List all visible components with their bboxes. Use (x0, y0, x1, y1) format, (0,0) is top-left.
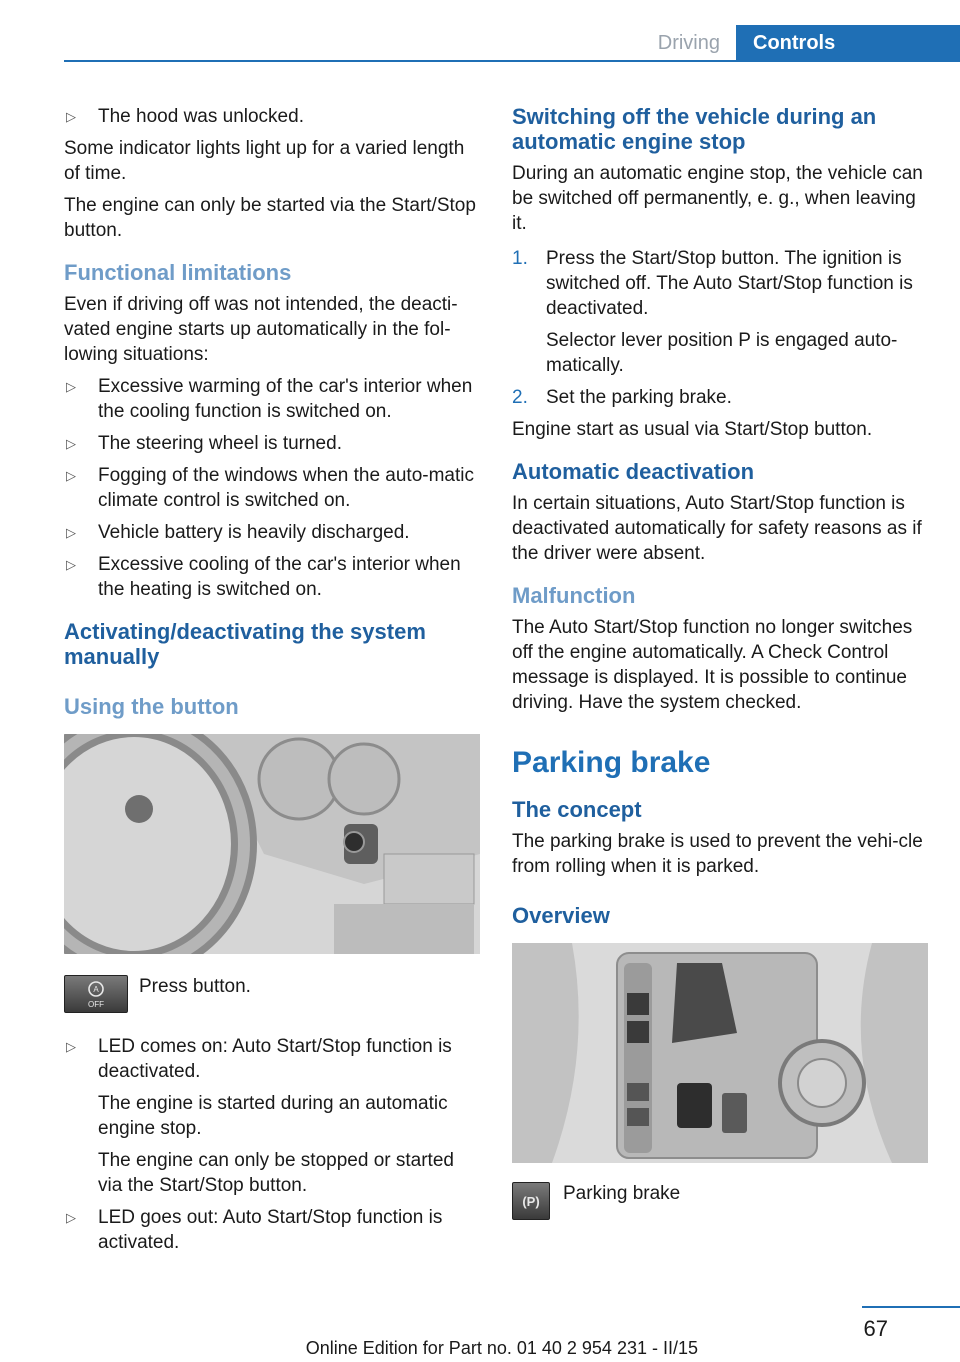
off-label: OFF (88, 1000, 104, 1009)
step-number: 1. (512, 248, 528, 269)
list-item (64, 1034, 482, 1198)
step-sub: Selector lever position P is engaged auto‐matically. (546, 330, 898, 376)
led-on-text: ▷ LED comes on: Auto Start/Stop function is deactivated. (98, 1036, 452, 1082)
press-button-label: Press button. (139, 976, 251, 997)
paragraph: In certain situations, Auto Start/Stop function is deactivated automatically for safety reasons as if the driver were absent. (512, 493, 922, 564)
step-text: Press the Start/Stop button. The ignition is switched off. The Auto Start/Stop function is deactivated. (546, 248, 913, 319)
cockpit-illustration (64, 734, 480, 954)
console-image (512, 943, 928, 1163)
heading-automatic-deactivation: Automatic deactivation (512, 459, 755, 484)
parking-brake-label: Parking brake (563, 1183, 681, 1204)
heading-functional-limitations: Functional limitations (64, 260, 292, 285)
paragraph: The engine can only be started via the Start/Stop button. (64, 195, 476, 241)
list-item: ▷ Fogging of the windows when the auto‐matic climate control is switched on. (64, 463, 482, 513)
svg-text:A: A (93, 985, 99, 994)
step-text: Set the parking brake. (546, 387, 732, 408)
list-item (512, 246, 930, 378)
footer-rule (862, 1306, 960, 1308)
parking-brake-icon (512, 1182, 550, 1220)
led-list (64, 1034, 482, 1255)
parking-brake-symbol (513, 1183, 549, 1219)
list-item: ▷ The steering wheel is turned. (64, 431, 482, 456)
heading-using-button: Using the button (64, 694, 239, 719)
paragraph: During an automatic engine stop, the vehicle can be switched off permanently, e. g., when leaving it. (512, 163, 923, 234)
auto-start-stop-symbol (65, 976, 127, 1012)
list-item (512, 385, 930, 410)
heading-activating-manually: Activating/deactivating the system manually (64, 619, 426, 669)
top-bullet-list (64, 104, 482, 129)
right-column (512, 104, 930, 1241)
steps-list (512, 246, 930, 410)
parking-brake-row (512, 1181, 930, 1229)
left-column (64, 104, 482, 1262)
paragraph: The Auto Start/Stop function no longer switches off the engine automatically. A Check Control message is displayed. It is possible to continue driving. Have the system checked. (512, 617, 913, 713)
list-item: ▷ Excessive warming of the car's interior when the cooling function is switched on. (64, 374, 482, 424)
parking-symbol-text: (P) (522, 1194, 540, 1209)
auto-start-stop-button-icon (64, 975, 128, 1013)
heading-the-concept: The concept (512, 797, 642, 822)
led-on-sub-2: The engine can only be stopped or started via the Start/Stop button. (98, 1150, 454, 1196)
heading-switching-off: Switching off the vehicle during an automatic engine stop (512, 104, 877, 154)
header-section: Driving (657, 32, 720, 54)
press-button-row (64, 974, 482, 1022)
header-chapter-tab: Controls (736, 25, 960, 61)
parking-brake-illustration (512, 943, 928, 1163)
paragraph: Engine start as usual via Start/Stop button. (512, 419, 873, 440)
list-item: ▷ The hood was unlocked. (64, 104, 482, 129)
list-item: ▷ Excessive cooling of the car's interior when the heating is switched on. (64, 552, 482, 602)
limitations-list (64, 374, 482, 602)
page-number: 67 (863, 1316, 888, 1341)
list-item: ▷ Vehicle battery is heavily discharged. (64, 520, 482, 545)
step-number: 2. (512, 387, 528, 408)
heading-overview: Overview (512, 903, 610, 928)
paragraph: Some indicator lights light up for a varied length of time. (64, 138, 465, 184)
paragraph: Even if driving off was not intended, the deacti‐vated engine starts up automatically in the fol‐lowing situations: (64, 294, 458, 365)
list-item: ▷ LED goes out: Auto Start/Stop function is activated. (64, 1205, 482, 1255)
heading-parking-brake: Parking brake (512, 746, 711, 779)
footer-edition: Online Edition for Part no. 01 40 2 954 231 - II/15 (305, 1338, 698, 1358)
paragraph: The parking brake is used to prevent the vehi‐cle from rolling when it is parked. (512, 831, 923, 877)
led-on-sub-1: The engine is started during an automatic engine stop. (98, 1093, 448, 1139)
heading-malfunction: Malfunction (512, 583, 636, 608)
cockpit-image (64, 734, 480, 954)
